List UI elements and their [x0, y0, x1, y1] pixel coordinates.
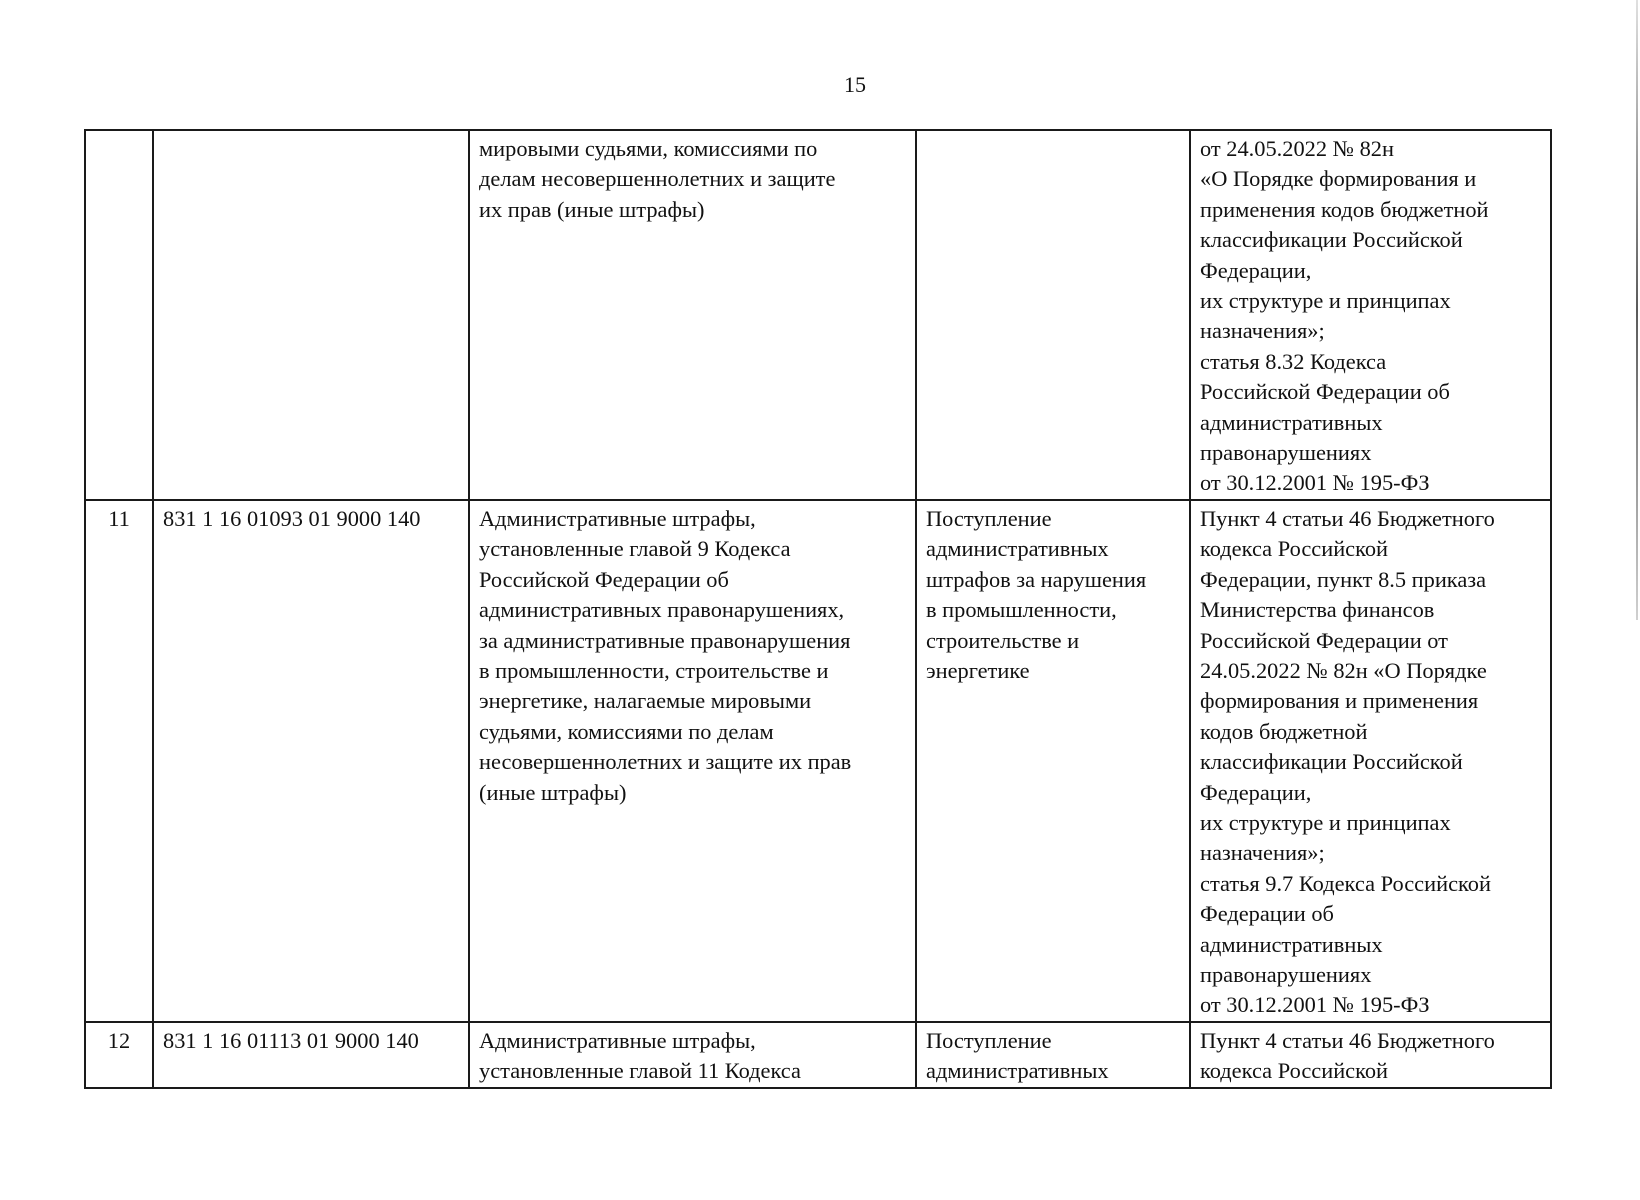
text-line: правонарушениях: [1200, 961, 1372, 987]
text-line: в промышленности, строительстве и: [479, 657, 829, 683]
budget-codes-table: [84, 129, 1552, 1089]
text-line: 24.05.2022 № 82н «О Порядке: [1200, 657, 1487, 683]
text-line: административных: [1200, 931, 1383, 957]
text-line: статья 8.32 Кодекса: [1200, 348, 1387, 374]
text-line: энергетике: [926, 657, 1030, 683]
text-line: от 30.12.2001 № 195-ФЗ: [1200, 992, 1430, 1018]
text-line: административных: [1200, 409, 1383, 435]
text-line: Федерации об: [1200, 901, 1334, 927]
text-line: Пункт 4 статьи 46 Бюджетного: [1200, 1027, 1495, 1053]
table-row: [85, 500, 1551, 1022]
text-line: мировыми судьями, комиссиями по: [479, 136, 818, 161]
income-type-cell: [916, 130, 1190, 500]
text-line: от 30.12.2001 № 195-ФЗ: [1200, 470, 1430, 496]
text-line: их прав (иные штрафы): [479, 196, 705, 222]
text-line: штрафов за нарушения: [926, 566, 1147, 592]
text-line: энергетике, налагаемые мировыми: [479, 688, 812, 714]
text-line: в промышленности,: [926, 597, 1117, 623]
legal-basis-cell: [1190, 130, 1551, 500]
text-line: Федерации,: [1200, 257, 1312, 283]
text-line: их структуре и принципах: [1200, 288, 1451, 314]
text-line: Пункт 4 статьи 46 Бюджетного: [1200, 505, 1495, 531]
table-row: [85, 130, 1551, 500]
row-number-cell: 12: [85, 1022, 153, 1088]
text-line: Федерации, пункт 8.5 приказа: [1200, 566, 1487, 592]
text-line: судьями, комиссиями по делам: [479, 718, 774, 744]
text-line: установленные главой 11 Кодекса: [479, 1058, 801, 1084]
text-line: назначения»;: [1200, 840, 1325, 866]
text-line: Поступление: [926, 505, 1052, 531]
text-line: (иные штрафы): [479, 779, 627, 805]
text-line: классификации Российской: [1200, 227, 1463, 253]
text-line: правонарушениях: [1200, 440, 1372, 466]
legal-basis-cell: [1190, 1022, 1551, 1088]
income-name-cell: [469, 130, 916, 500]
page-number: 15: [844, 72, 866, 97]
legal-basis-cell: [1190, 500, 1551, 1022]
scan-edge-shadow: [1636, 0, 1638, 620]
text-line: Российской Федерации об: [1200, 379, 1450, 405]
text-line: Министерства финансов: [1200, 597, 1435, 623]
text-line: Поступление: [926, 1027, 1052, 1053]
text-line: делам несовершеннолетних и защите: [479, 166, 836, 192]
income-type-cell: [916, 1022, 1190, 1088]
text-line: административных правонарушениях,: [479, 597, 845, 623]
income-name-cell: [469, 500, 916, 1022]
income-name-cell: [469, 1022, 916, 1088]
row-number-cell: [85, 130, 153, 500]
text-line: Российской Федерации об: [479, 566, 729, 592]
row-number-cell: 11: [85, 500, 153, 1022]
budget-code-cell: 831 1 16 01093 01 9000 140: [153, 500, 469, 1022]
text-line: административных: [926, 1058, 1109, 1084]
text-line: формирования и применения: [1200, 688, 1479, 714]
text-line: назначения»;: [1200, 318, 1325, 344]
text-line: Административные штрафы,: [479, 1027, 756, 1053]
text-line: статья 9.7 Кодекса Российской: [1200, 870, 1491, 896]
text-line: Административные штрафы,: [479, 505, 756, 531]
text-line: Федерации,: [1200, 779, 1312, 805]
table-row: [85, 1022, 1551, 1088]
text-line: кодекса Российской: [1200, 1058, 1389, 1084]
text-line: кодекса Российской: [1200, 536, 1389, 562]
text-line: Российской Федерации от: [1200, 627, 1448, 653]
income-type-cell: [916, 500, 1190, 1022]
text-line: кодов бюджетной: [1200, 718, 1368, 744]
text-line: строительстве и: [926, 627, 1080, 653]
text-line: несовершеннолетних и защите их прав: [479, 749, 852, 775]
text-line: установленные главой 9 Кодекса: [479, 536, 791, 562]
text-line: административных: [926, 536, 1109, 562]
text-line: применения кодов бюджетной: [1200, 196, 1489, 222]
text-line: «О Порядке формирования и: [1200, 166, 1477, 192]
text-line: от 24.05.2022 № 82н: [1200, 136, 1394, 161]
budget-code-cell: 831 1 16 01113 01 9000 140: [153, 1022, 469, 1088]
budget-code-cell: [153, 130, 469, 500]
text-line: их структуре и принципах: [1200, 809, 1451, 835]
text-line: классификации Российской: [1200, 749, 1463, 775]
text-line: за административные правонарушения: [479, 627, 851, 653]
